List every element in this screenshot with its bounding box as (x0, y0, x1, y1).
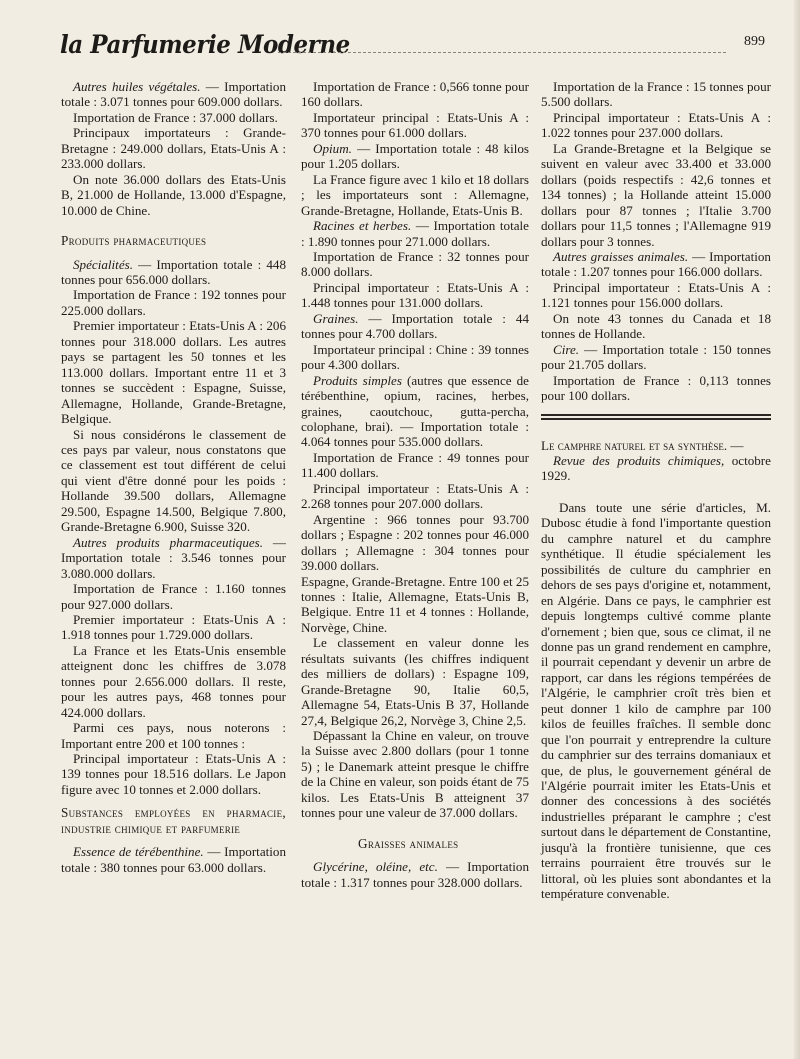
source-date: octobre 1929. (541, 452, 771, 484)
paragraph: La France figure avec 1 kilo et 18 dollars ; les importateurs sont : Allemagne, Grande-Bretagne, Hollande, Etats-Unis B. (301, 171, 529, 218)
paragraph-text: — Importation totale : 380 tonnes pour 63.000 dollars. (61, 844, 286, 875)
paragraph: Si nous considérons le classement de ces pays par valeur, nous constatons que ce classement est tout différent de celui qui vient d'être donné pour les poids : Hollande 39.500 dollars, Allemagne 29.500, Espagne 14.500, Belgique 7.800, Grande-Bretagne 6.900, Suisse 320. (61, 426, 286, 535)
section-heading: Graisses animales (358, 835, 459, 851)
paragraph: Principal importateur : Etats-Unis A : 1.448 tonnes pour 131.000 dollars. (301, 279, 529, 311)
paragraph: On note 43 tonnes du Canada et 18 tonnes de Hollande. (541, 310, 771, 342)
paragraph-text: — Importation totale : 48 kilos pour 1.205 dollars. (301, 140, 529, 172)
paragraph: Dans toute une série d'articles, M. Dubosc étudie à fond l'importante question du camphre naturel et du camphre synthétique. Il étudie spécialement les possibilités de culture du camphrier en dehors de ses pays d'origine et, notamment, en Algérie. Dans ce pays, le camphrier est depuis longtemps cultivé comme plante d'ornement ; bien que, sous ce climat, il ne donne pas un grand rendement en camphre, il pourrait cependant y devenir un arbre de rapport, car dans les régions tempérées de l'Algérie, le camphrier croît très bien et peut donner 1 kilo de camphre par 100 kilos de feuilles fraîches. Il semble donc que l'on pourrait y entreprendre la culture du camphrier sur des terrains domaniaux et que, de plus, le gouvernement général de l'Algérie pourrait imiter les Etats-Unis et donner des concessions à des sociétés industrielles préparant le camphre ; c'est surtout dans le département de Constantine, jusqu'à la frontière tunisienne, que ces terrains pourraient être trouvés sur le littoral, où les pluies sont abondantes et la température convenable. (541, 499, 771, 902)
article-source (541, 453, 771, 484)
run-in-heading: Opium. (313, 140, 352, 156)
paragraph-text: — Importation totale : 1.890 tonnes pour 271.000 dollars. (301, 218, 529, 249)
column-3 (541, 79, 771, 902)
paragraph-text: — Importation totale : 448 tonnes pour 656.000 dollars. (61, 256, 286, 287)
run-in-heading: Essence de térébenthine. (73, 844, 204, 860)
paragraph (301, 141, 529, 172)
paragraph: Importation de France : 192 tonnes pour 225.000 dollars. (61, 287, 286, 318)
run-in-heading: Autres huiles végétales. (73, 79, 201, 94)
paragraph: Importation de France : 49 tonnes pour 11.400 dollars. (301, 449, 529, 481)
paragraph: Importation de la France : 15 tonnes pour 5.500 dollars. (541, 79, 771, 110)
paragraph: Espagne, Grande-Bretagne. Entre 100 et 25 tonnes : Italie, Allemagne, Etats-Unis B, Belgique. Entre 11 et 4 tonnes : Hollande, Norvège, Chine. (301, 573, 529, 635)
paragraph (61, 535, 286, 581)
paragraph: Premier importateur : Etats-Unis A : 206 tonnes pour 318.000 dollars. Les autres pays se partagent les 50 tonnes et les 113.000 dollars. Important entre 11 et 3 tonnes se succèdent : Espagne, Suisse, Allemagne, Hollande, Grande-Bretagne, Belgique. (61, 318, 286, 427)
article-title: Le camphre naturel et sa synthèse. (541, 437, 728, 453)
paragraph: Argentine : 966 tonnes pour 93.700 dollars ; Espagne : 202 tonnes pour 46.000 dollars ; Allemagne : 304 tonnes pour 39.000 dollars. (301, 511, 529, 574)
paragraph (61, 257, 286, 288)
paragraph: Premier importateur : Etats-Unis A : 1.918 tonnes pour 1.729.000 dollars. (61, 611, 286, 643)
page-number: 899 (744, 34, 765, 49)
paragraph: Principal importateur : Etats-Unis A : 2.268 tonnes pour 207.000 dollars. (301, 480, 529, 512)
paragraph (61, 844, 286, 875)
paragraph: Principal importateur : Etats-Unis A : 1.022 tonnes pour 237.000 dollars. (541, 109, 771, 141)
paragraph (541, 249, 771, 280)
paragraph: Importation de France : 37.000 dollars. (73, 109, 278, 125)
run-in-heading: Cire. (553, 341, 580, 357)
paragraph: Importateur principal : Etats-Unis A : 370 tonnes pour 61.000 dollars. (301, 109, 529, 141)
run-in-heading: Produits simples (313, 372, 402, 388)
paragraph-text: — Importation totale : 3.071 tonnes pour 609.000 dollars. (61, 79, 286, 110)
paragraph: On note 36.000 dollars des Etats-Unis B, 21.000 de Hollande, 13.000 d'Espagne, 10.000 de Chine. (61, 171, 286, 218)
paragraph-text: — Importation totale : 1.207 tonnes pour 166.000 dollars. (541, 248, 771, 280)
run-in-heading: Autres graisses animales. (553, 248, 689, 264)
column-1 (61, 79, 286, 875)
paragraph (301, 859, 529, 890)
paragraph: La Grande-Bretagne et la Belgique se suivent en valeur avec 33.400 et 33.000 dollars (poids respectifs : 42,6 tonnes et 134 tonnes) ; la Hollande atteint 15.000 dollars pour 87 tonnes ; l'Italie 3.700 dollars pour 11,5 tonnes ; l'Allemagne 919 dollars pour 3 tonnes. (541, 140, 771, 249)
run-in-heading: Glycérine, oléine, etc. (313, 859, 438, 875)
paragraph-text: — Importation totale : 3.546 tonnes pour 3.080.000 dollars. (61, 534, 286, 581)
section-heading: Produits pharmaceutiques (61, 233, 207, 249)
column-2 (301, 79, 529, 890)
paragraph: Importation de France : 32 tonnes pour 8.000 dollars. (301, 248, 529, 280)
scan-edge (794, 0, 800, 1059)
run-in-heading: Spécialités. (73, 256, 133, 272)
paragraph (301, 311, 529, 342)
paragraph: Principal importateur : Etats-Unis A : 139 tonnes pour 18.516 dollars. Le Japon figure avec 10 tonnes et 2.000 dollars. (61, 751, 286, 797)
masthead-logo: la Parfumerie Moderne (60, 30, 350, 59)
paragraph: Principaux importateurs : Grande-Bretagne : 249.000 dollars, Etats-Unis A : 233.000 dollars. (61, 125, 286, 172)
paragraph-text: — Importation totale : 1.317 tonnes pour 328.000 dollars. (301, 859, 529, 890)
paragraph: Importation de France : 0,566 tonne pour 160 dollars. (301, 79, 529, 110)
paragraph: Dépassant la Chine en valeur, on trouve la Suisse avec 2.800 dollars (pour 1 tonne 5) ; le Danemark atteint presque le chiffre de la Chine en valeur, son poids étant de 75 kilos. Les Etats-Unis B atteignent 37 tonnes pour une valeur de 37.000 dollars. (301, 728, 529, 821)
paragraph: Le classement en valeur donne les résultats suivants (les chiffres indiquent des milliers de dollars) : Espagne 109, Grande-Bretagne 90, Italie 60,5, Allemagne 54, Etats-Unis B 37, Hollande 27,4, Belgique 26,2, Norvège 3, Chine 2,5. (301, 635, 529, 728)
article-heading (541, 438, 771, 453)
run-in-heading: Racines et herbes. (313, 218, 412, 234)
paragraph (301, 218, 529, 249)
paragraph (541, 342, 771, 373)
paragraph-text: — Importation totale : 150 tonnes pour 21.705 dollars. (541, 341, 771, 373)
source-journal: Revue des produits chimiques, (553, 452, 725, 468)
paragraph: Importation de France : 1.160 tonnes pour 927.000 dollars. (61, 581, 286, 612)
paragraph-text: — Importation totale : 44 tonnes pour 4.700 dollars. (301, 310, 529, 342)
paragraph: La France et les Etats-Unis ensemble atteignent donc les chiffres de 3.078 tonnes pour 2.656.000 dollars. Il reste, pour les autres pays, 468 tonnes pour 424.000 dollars. (61, 642, 286, 720)
paragraph-text: (autres que essence de térébenthine, opium, racines, herbes, graines, caoutchouc, gutta-percha, colophane, brai). — Importation totale : 4.064 tonnes pour 535.000 dollars. (301, 372, 529, 450)
section-heading: Substances employées en pharmacie, industrie chimique et parfumerie (61, 805, 286, 836)
paragraph (61, 79, 286, 110)
header-rule (278, 52, 726, 53)
run-in-heading: Graines. (313, 310, 359, 326)
paragraph: Parmi ces pays, nous noterons : Important entre 200 et 100 tonnes : (61, 720, 286, 751)
paragraph: Importation de France : 0,113 tonnes pour 100 dollars. (541, 372, 771, 404)
article-title-dash: — (727, 437, 744, 453)
run-in-heading: Autres produits pharmaceutiques. (73, 534, 264, 550)
paragraph: Importateur principal : Chine : 39 tonnes pour 4.300 dollars. (301, 341, 529, 373)
paragraph: Principal importateur : Etats-Unis A : 1.121 tonnes pour 156.000 dollars. (541, 279, 771, 311)
paragraph (301, 373, 529, 450)
